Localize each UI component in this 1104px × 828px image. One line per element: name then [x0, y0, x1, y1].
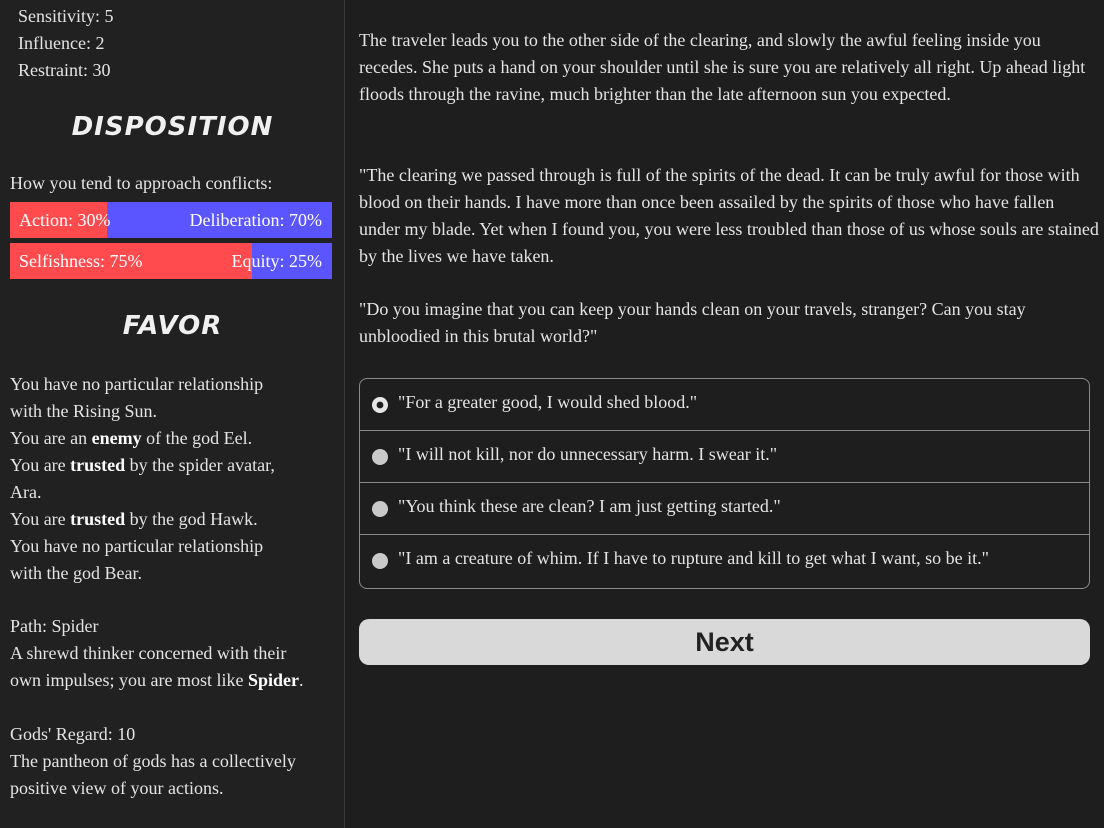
- favor-text: by the god Hawk.: [125, 509, 258, 529]
- favor-bear: [10, 533, 342, 587]
- choice-list: [359, 378, 1090, 589]
- regard-text: The pantheon of gods has a collectively: [10, 751, 296, 771]
- favor-heading: FAVOR: [122, 311, 223, 341]
- regard-label: Gods' Regard: 10: [10, 724, 136, 744]
- action-deliberation-bar: [10, 202, 332, 238]
- stat-restraint: Restraint: 30: [18, 60, 111, 80]
- choice-option-3[interactable]: [360, 483, 1089, 535]
- equity-label: Equity: 25%: [231, 251, 322, 271]
- regard-text: positive view of your actions.: [10, 778, 224, 798]
- path-text: own impulses; you are most like: [10, 670, 248, 690]
- favor-list: [10, 371, 342, 587]
- favor-ara: [10, 452, 342, 506]
- next-button[interactable]: Next: [359, 619, 1090, 665]
- disposition-intro: How you tend to approach conflicts:: [10, 173, 273, 193]
- favor-line: with the Rising Sun.: [10, 401, 158, 421]
- stat-sensitivity: Sensitivity: 5: [18, 6, 114, 26]
- favor-rising-sun: [10, 371, 342, 425]
- favor-text: You are: [10, 509, 71, 529]
- path-section: [10, 613, 342, 694]
- story-paragraph-2: "The clearing we passed through is full of the spirits of the dead. It can be truly awful for those with blood on their hands. I have more than once been assailed by the spirits of those who have fallen under my blade. Yet when I found you, you were less troubled than those of us whose souls are stained by the lives we have taken.: [359, 165, 1099, 266]
- stats-sidebar: [0, 0, 345, 828]
- favor-text: of the god Eel.: [141, 428, 253, 448]
- favor-eel: [10, 425, 342, 452]
- story-panel: [346, 0, 1104, 828]
- favor-status-trusted: trusted: [70, 455, 126, 475]
- favor-hawk: [10, 506, 342, 533]
- favor-status-trusted: trusted: [70, 509, 126, 529]
- path-animal: Spider: [247, 670, 299, 690]
- favor-line: with the god Bear.: [10, 563, 142, 583]
- selfishness-label: Selfishness: 75%: [19, 251, 143, 271]
- favor-line: You have no particular relationship: [10, 374, 264, 394]
- favor-text: Ara.: [10, 482, 42, 502]
- deliberation-label: Deliberation: 70%: [189, 210, 322, 230]
- path-description: [10, 640, 342, 694]
- radio-icon[interactable]: [372, 449, 388, 465]
- radio-icon[interactable]: [372, 397, 388, 413]
- disposition-heading: DISPOSITION: [71, 112, 274, 142]
- regard-description: [10, 748, 342, 802]
- favor-status-enemy: enemy: [91, 428, 142, 448]
- stat-influence: Influence: 2: [18, 33, 105, 53]
- regard-section: [10, 721, 342, 802]
- choice-text: "I will not kill, nor do unnecessary harm. I swear it.": [398, 444, 778, 464]
- story-paragraph-1: The traveler leads you to the other side of the clearing, and slowly the awful feeling inside you recedes. She puts a hand on your shoulder until she is sure you are relatively all right. Up ahead light floods through the ravine, much brighter than the late afternoon sun you expected.: [359, 30, 1086, 104]
- selfishness-equity-bar: [10, 243, 332, 279]
- radio-icon[interactable]: [372, 501, 388, 517]
- choice-text: "For a greater good, I would shed blood.": [398, 392, 698, 412]
- radio-icon[interactable]: [372, 553, 388, 569]
- story-paragraph-3: "Do you imagine that you can keep your hands clean on your travels, stranger? Can you stay unbloodied in this brutal world?": [359, 299, 1026, 346]
- path-label: Path: Spider: [10, 616, 99, 636]
- favor-text: You are: [10, 455, 71, 475]
- favor-text: You are an: [10, 428, 92, 448]
- choice-text: "I am a creature of whim. If I have to rupture and kill to get what I want, so be it.": [398, 548, 990, 568]
- choice-option-4[interactable]: [360, 535, 1089, 588]
- favor-text: by the spider avatar,: [125, 455, 275, 475]
- path-text: .: [299, 670, 304, 690]
- choice-text: "You think these are clean? I am just getting started.": [398, 496, 781, 516]
- path-text: A shrewd thinker concerned with their: [10, 643, 287, 663]
- action-label: Action: 30%: [19, 210, 111, 230]
- favor-line: You have no particular relationship: [10, 536, 264, 556]
- choice-option-1[interactable]: [360, 379, 1089, 431]
- choice-option-2[interactable]: [360, 431, 1089, 483]
